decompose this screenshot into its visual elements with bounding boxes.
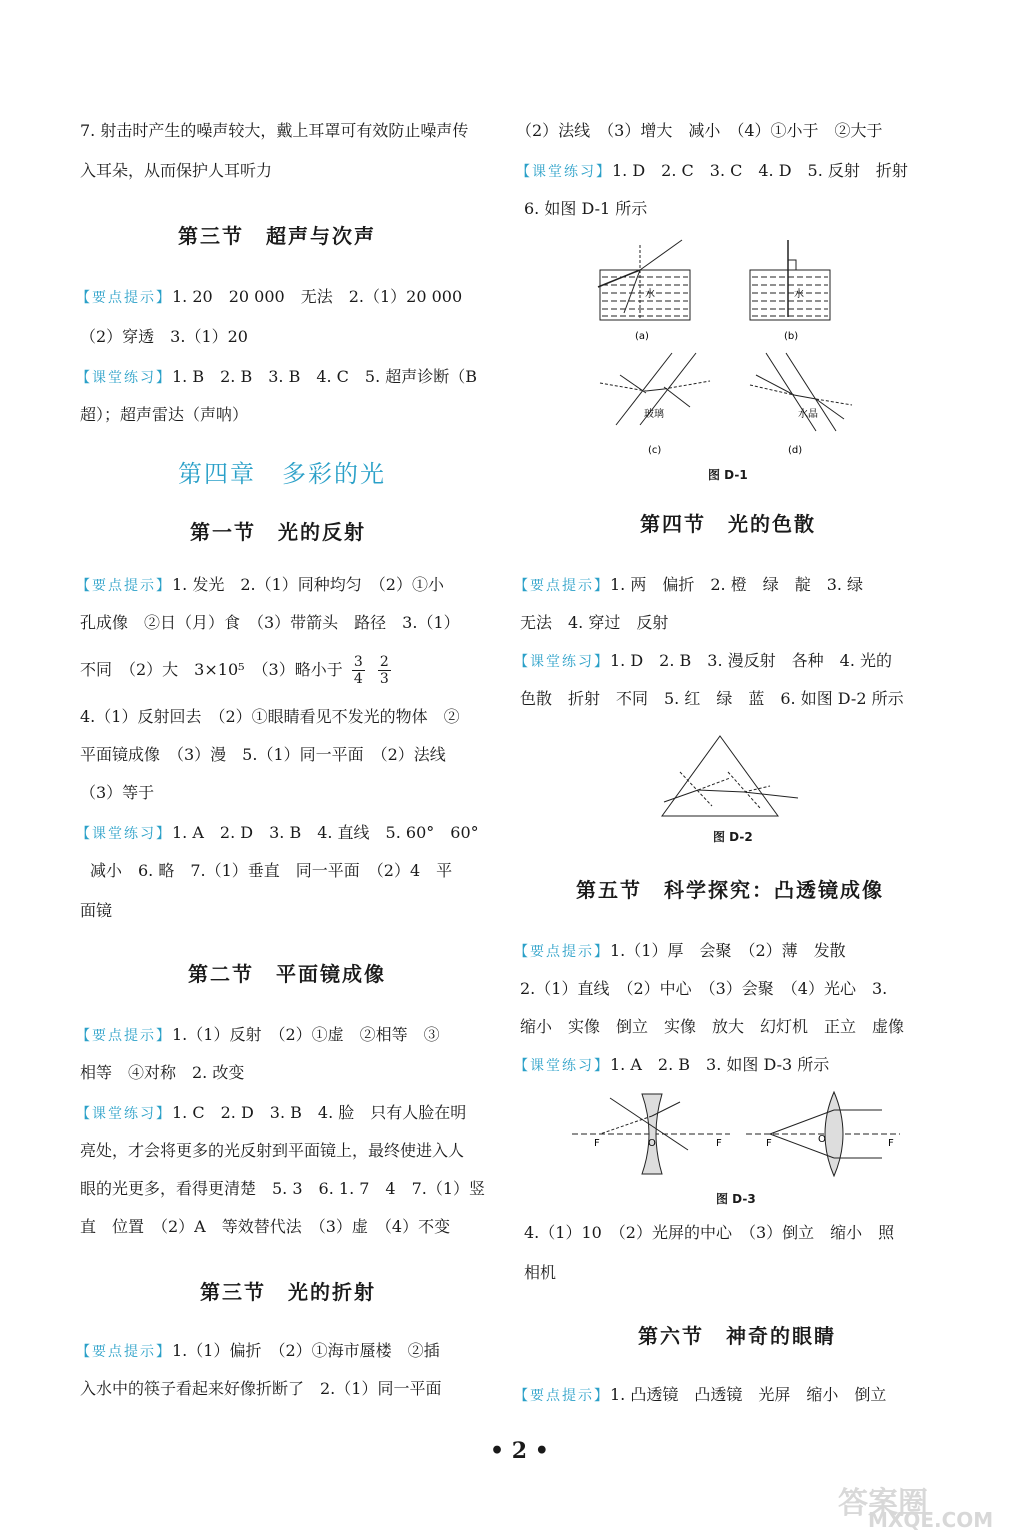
answer-text: 1.（1）反射 （2）①虚 ②相等 ③ (172, 1025, 440, 1044)
answer-text: 不同 （2）大 3×10⁵ （3）略小于 (80, 660, 343, 679)
text-line: 4.（1）10 （2）光屏的中心 （3）倒立 缩小 照 (524, 1223, 895, 1242)
fig1-label-c: (c) (648, 445, 662, 456)
watermark-url: MXQE.COM (868, 1508, 994, 1532)
tag-class-practice: 【课堂练习】 (514, 1058, 610, 1074)
figure-d2 (660, 732, 800, 822)
tag-class-practice: 【课堂练习】 (516, 164, 612, 180)
fig1-label-a: (a) (635, 331, 649, 342)
tag-key-points: 【要点提示】 (514, 578, 610, 594)
tag-class-practice: 【课堂练习】 (76, 1106, 172, 1122)
tag-key-points: 【要点提示】 (76, 1344, 172, 1360)
answer-text: 1. 两 偏折 2. 橙 绿 靛 3. 绿 (610, 575, 864, 594)
answer-text: 1. A 2. B 3. 如图 D-3 所示 (610, 1055, 830, 1074)
text-line: 相等 ④对称 2. 改变 (80, 1063, 245, 1082)
page-number: • 2 • (490, 1438, 549, 1464)
text-line: 减小 6. 略 7.（1）垂直 同一平面 （2）4 平 (90, 861, 453, 880)
tag-class-practice: 【课堂练习】 (76, 826, 172, 842)
tag-key-points: 【要点提示】 (514, 944, 610, 960)
fig1-label-b: (b) (784, 331, 799, 342)
tag-key-points: 【要点提示】 (514, 1388, 610, 1404)
section-title: 第五节 科学探究：凸透镜成像 (576, 878, 884, 902)
fig1-label-d: (d) (788, 445, 803, 456)
text-line (76, 366, 477, 389)
text-line: 亮处，才会将更多的光反射到平面镜上，最终使进入人 (80, 1141, 465, 1160)
answer-text: 1.（1）偏折 （2）①海市蜃楼 ②插 (172, 1341, 440, 1360)
text-line (514, 940, 846, 963)
chapter-title: 第四章 多彩的光 (178, 460, 386, 488)
section-title: 第四节 光的色散 (640, 512, 816, 536)
text-line (76, 822, 479, 845)
tag-key-points: 【要点提示】 (76, 290, 172, 306)
text-line: 孔成像 ②日（月）食 （3）带箭头 路径 3.（1） (80, 613, 460, 632)
figure-d1-b (750, 240, 830, 320)
text-line: 2.（1）直线 （2）中心 （3）会聚 （4）光心 3. (520, 979, 888, 998)
tag-key-points: 【要点提示】 (76, 1028, 172, 1044)
tag-class-practice: 【课堂练习】 (514, 654, 610, 670)
text-line (514, 1054, 829, 1077)
fig3-optical-center-1: O (648, 1138, 656, 1149)
text-line (80, 652, 395, 688)
answer-text: 1. B 2. B 3. B 4. C 5. 超声诊断（B (172, 367, 478, 386)
text-line: 4.（1）反射回去 （2）①眼睛看见不发光的物体 ② (80, 707, 460, 726)
text-line (514, 650, 892, 673)
text-line: 入耳朵，从而保护人耳听力 (80, 161, 273, 180)
text-line: 无法 4. 穿过 反射 (520, 613, 669, 632)
answer-text: 1. D 2. C 3. C 4. D 5. 反射 折射 (612, 161, 908, 180)
fig3-focus-right-1: F (716, 1138, 722, 1149)
text-line: 6. 如图 D-1 所示 (524, 199, 648, 218)
tag-key-points: 【要点提示】 (76, 578, 172, 594)
text-line (516, 160, 908, 183)
text-line (76, 1024, 440, 1047)
fig3-focus-left-2: F (766, 1138, 772, 1149)
fraction: $\frac{3}{4}$ (353, 654, 363, 687)
text-line (76, 286, 462, 309)
text-line: 入水中的筷子看起来好像折断了 2.（1）同一平面 (80, 1379, 442, 1398)
text-line: 直 位置 （2）A 等效替代法 （3）虚 （4）不变 (80, 1217, 451, 1236)
fig3-focus-right-2: F (888, 1138, 894, 1149)
prism (662, 736, 778, 816)
figure-caption: 图 D-1 (708, 468, 748, 482)
text-line: （2）法线 （3）增大 减小 （4）①小于 ②大于 (516, 121, 883, 140)
fig3-focus-left-1: F (594, 1138, 600, 1149)
answer-text: 1. A 2. D 3. B 4. 直线 5. 60° 60° (172, 823, 479, 842)
figure-caption: 图 D-3 (716, 1192, 756, 1206)
fig1-water-label-a: 水 (645, 289, 655, 300)
text-line (76, 574, 444, 597)
text-line (514, 574, 863, 597)
section-title: 第六节 神奇的眼睛 (638, 1324, 836, 1348)
text-line: 平面镜成像 （3）漫 5.（1）同一平面 （2）法线 (80, 745, 446, 764)
section-title: 第二节 平面镜成像 (188, 962, 386, 986)
fig1-water-label-b: 水 (794, 289, 804, 300)
text-line: （2）穿透 3.（1）20 (80, 327, 248, 346)
answer-text: 1. 凸透镜 凸透镜 光屏 缩小 倒立 (610, 1385, 887, 1404)
section-title: 第三节 超声与次声 (178, 224, 376, 248)
text-line (514, 1384, 886, 1407)
figure-caption: 图 D-2 (713, 830, 753, 844)
fig1-glass-label: 玻璃 (644, 409, 664, 420)
text-line: 缩小 实像 倒立 实像 放大 幻灯机 正立 虚像 (520, 1017, 905, 1036)
figure-d1 (590, 235, 860, 460)
text-line: 眼的光更多，看得更清楚 5. 3 6. 1. 7 4 7.（1）竖 (80, 1179, 486, 1198)
section-title: 第一节 光的反射 (190, 520, 366, 544)
answer-text: 1.（1）厚 会聚 （2）薄 发散 (610, 941, 846, 960)
figure-d3 (570, 1088, 910, 1180)
answer-text: 1. D 2. B 3. 漫反射 各种 4. 光的 (610, 651, 892, 670)
section-title: 第三节 光的折射 (200, 1280, 376, 1304)
tag-class-practice: 【课堂练习】 (76, 370, 172, 386)
text-line (76, 1340, 440, 1363)
fraction: $\frac{2}{3}$ (379, 654, 389, 687)
concave-lens-diagram (572, 1094, 730, 1174)
text-line: 面镜 (80, 901, 113, 920)
text-line: 超）；超声雷达（声呐） (80, 405, 249, 424)
figure-d1-a (598, 240, 690, 320)
fig3-optical-center-2: O (818, 1134, 826, 1145)
watermark-logo: 答案圈 (838, 1486, 928, 1521)
text-line: 7. 射击时产生的噪声较大，戴上耳罩可有效防止噪声传 (80, 121, 469, 140)
answer-text: 1. 20 20 000 无法 2.（1）20 000 (172, 287, 463, 306)
text-line: 相机 (524, 1263, 557, 1282)
fig1-crystal-label: 水晶 (798, 409, 818, 420)
answer-text: 1. 发光 2.（1）同种均匀 （2）①小 (172, 575, 444, 594)
text-line (76, 1102, 466, 1125)
text-line: （3）等于 (80, 783, 155, 802)
text-line: 色散 折射 不同 5. 红 绿 蓝 6. 如图 D-2 所示 (520, 689, 904, 708)
answer-text: 1. C 2. D 3. B 4. 脸 只有人脸在明 (172, 1103, 467, 1122)
